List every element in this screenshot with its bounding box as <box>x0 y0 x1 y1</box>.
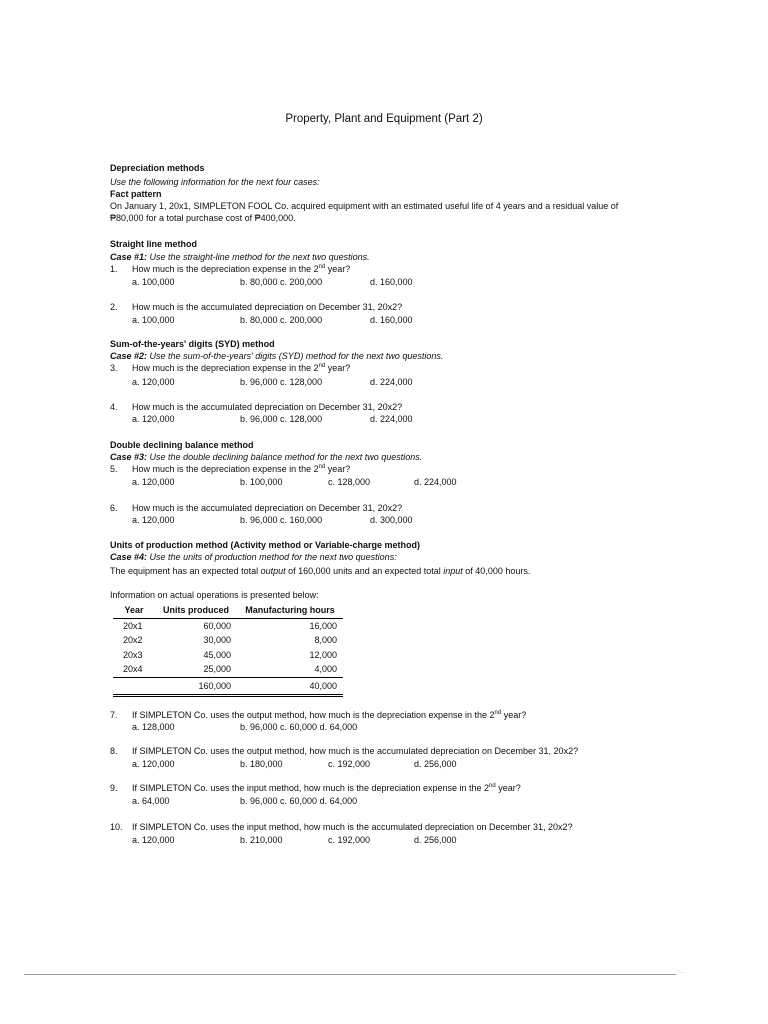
choice-a: a. 100,000 <box>132 315 175 325</box>
units-cell: 25,000 <box>203 664 231 675</box>
case-label: Case #3: <box>110 452 148 462</box>
question-number: 4. <box>110 402 118 412</box>
case-3-instruction <box>110 452 422 463</box>
hours-cell: 12,000 <box>309 649 337 660</box>
choice-d: d. 256,000 <box>414 759 457 769</box>
choice-c: c. 192,000 <box>328 835 371 845</box>
choice-a: a. 120,000 <box>132 835 175 845</box>
units-cell: 60,000 <box>203 620 231 631</box>
table-row <box>113 663 343 678</box>
choice-d: d. 160,000 <box>370 277 413 287</box>
page-title: Property, Plant and Equipment (Part 2) <box>285 113 483 125</box>
section-heading-ddb: Double declining balance method <box>110 440 254 450</box>
case-text: Use the units of production method for the next two questions: <box>149 552 397 562</box>
choice-a: a. 120,000 <box>132 377 175 387</box>
section-heading-syd: Sum-of-the-years' digits (SYD) method <box>110 339 275 349</box>
fact-pattern-line2: ₱80,000 for a total purchase cost of ₱400,000. <box>110 213 296 223</box>
hours-cell: 8,000 <box>314 635 337 646</box>
instruction-text: Use the following information for the next four cases: <box>110 177 320 187</box>
question-number: 2. <box>110 302 118 312</box>
fact-pattern-label: Fact pattern <box>110 189 162 199</box>
table-row <box>113 634 343 649</box>
question-number: 5. <box>110 464 118 474</box>
expected-totals-line: The equipment has an expected total output of 160,000 units and an expected total input of 40,000 hours. <box>110 566 531 576</box>
question-7-text: If SIMPLETON Co. uses the output method, how much is the depreciation expense in the 2nd year? <box>132 710 527 720</box>
case-text: Use the straight-line method for the next two questions. <box>149 252 370 262</box>
column-header: Year <box>113 603 155 619</box>
case-1-instruction <box>110 252 370 263</box>
hours-cell: 4,000 <box>314 664 337 675</box>
table-row <box>113 619 343 634</box>
footer-ellipsis: · · <box>679 970 685 976</box>
choice-d: d. 300,000 <box>370 515 413 525</box>
choice-c: c. 128,000 <box>328 477 371 487</box>
question-5-text: How much is the depreciation expense in the 2nd year? <box>132 464 351 474</box>
question-number: 3. <box>110 363 118 373</box>
choice-d: d. 256,000 <box>414 835 457 845</box>
case-label: Case #2: <box>110 351 148 361</box>
question-4-text: How much is the accumulated depreciation on December 31, 20x2? <box>132 402 403 412</box>
question-3-text: How much is the depreciation expense in the 2nd year? <box>132 363 351 373</box>
section-heading-depreciation: Depreciation methods <box>110 163 205 173</box>
section-heading-units-of-production: Units of production method (Activity method or Variable-charge method) <box>110 540 421 550</box>
choice-d: d. 224,000 <box>370 377 413 387</box>
choice-b: b. 100,000 <box>240 477 283 487</box>
choice-b-c: b. 96,000 c. 128,000 <box>240 377 323 387</box>
question-1-text: How much is the depreciation expense in the 2nd year? <box>132 264 351 274</box>
choice-b: b. 210,000 <box>240 835 283 845</box>
choice-b: b. 180,000 <box>240 759 283 769</box>
question-2-text: How much is the accumulated depreciation on December 31, 20x2? <box>132 302 403 312</box>
table-intro-text: Information on actual operations is presented below: <box>110 590 319 600</box>
question-number: 6. <box>110 503 118 513</box>
total-label-cell <box>113 678 155 696</box>
page-footer-rule <box>24 974 676 975</box>
table-header-row <box>113 603 343 619</box>
question-number: 10. <box>110 822 123 832</box>
units-cell: 30,000 <box>203 635 231 646</box>
choice-a: a. 120,000 <box>132 414 175 424</box>
year-cell: 20x4 <box>123 664 143 675</box>
choice-b-c: b. 80,000 c. 200,000 <box>240 277 323 287</box>
year-cell: 20x1 <box>123 620 143 631</box>
section-heading-straight-line: Straight line method <box>110 239 198 249</box>
question-number: 8. <box>110 746 118 756</box>
question-number: 9. <box>110 783 118 793</box>
choice-a: a. 120,000 <box>132 477 175 487</box>
question-number: 7. <box>110 710 118 720</box>
hours-cell: 16,000 <box>309 620 337 631</box>
choice-b-c-d: b. 96,000 c. 60,000 d. 64,000 <box>240 796 358 806</box>
question-9-text: If SIMPLETON Co. uses the input method, how much is the depreciation expense in the 2nd year? <box>132 783 521 793</box>
case-4-instruction <box>110 552 397 563</box>
question-8-text: If SIMPLETON Co. uses the output method, how much is the accumulated depreciation on December 31, 20x2? <box>132 746 579 756</box>
case-label: Case #4: <box>110 552 148 562</box>
question-10-text: If SIMPLETON Co. uses the input method, how much is the accumulated depreciation on December 31, 20x2? <box>132 822 573 832</box>
table-row <box>113 648 343 663</box>
case-text: Use the double declining balance method for the next two questions. <box>149 452 423 462</box>
column-header: Manufacturing hours <box>237 603 343 619</box>
choice-c: c. 192,000 <box>328 759 371 769</box>
choice-d: d. 224,000 <box>370 414 413 424</box>
choice-a: a. 128,000 <box>132 722 175 732</box>
hours-total-cell: 40,000 <box>237 678 343 696</box>
fact-pattern-line1: On January 1, 20x1, SIMPLETON FOOL Co. acquired equipment with an estimated useful life of 4 years and a residual value of <box>110 201 619 211</box>
choice-a: a. 120,000 <box>132 759 175 769</box>
case-2-instruction <box>110 351 443 362</box>
case-label: Case #1: <box>110 252 148 262</box>
choice-b-c: b. 96,000 c. 128,000 <box>240 414 323 424</box>
choice-a: a. 64,000 <box>132 796 170 806</box>
choice-d: d. 224,000 <box>414 477 457 487</box>
column-header: Units produced <box>155 603 237 619</box>
choice-d: d. 160,000 <box>370 315 413 325</box>
question-number: 1. <box>110 264 118 274</box>
question-6-text: How much is the accumulated depreciation on December 31, 20x2? <box>132 503 403 513</box>
case-text: Use the sum-of-the-years' digits (SYD) method for the next two questions. <box>149 351 444 361</box>
year-cell: 20x2 <box>123 635 143 646</box>
choice-b-c-d: b. 96,000 c. 60,000 d. 64,000 <box>240 722 358 732</box>
choice-b-c: b. 96,000 c. 160,000 <box>240 515 323 525</box>
choice-b-c: b. 80,000 c. 200,000 <box>240 315 323 325</box>
units-total-cell: 160,000 <box>155 678 237 696</box>
operations-table <box>113 603 343 697</box>
choice-a: a. 120,000 <box>132 515 175 525</box>
table-total-row <box>113 678 343 696</box>
year-cell: 20x3 <box>123 649 143 660</box>
units-cell: 45,000 <box>203 649 231 660</box>
choice-a: a. 100,000 <box>132 277 175 287</box>
